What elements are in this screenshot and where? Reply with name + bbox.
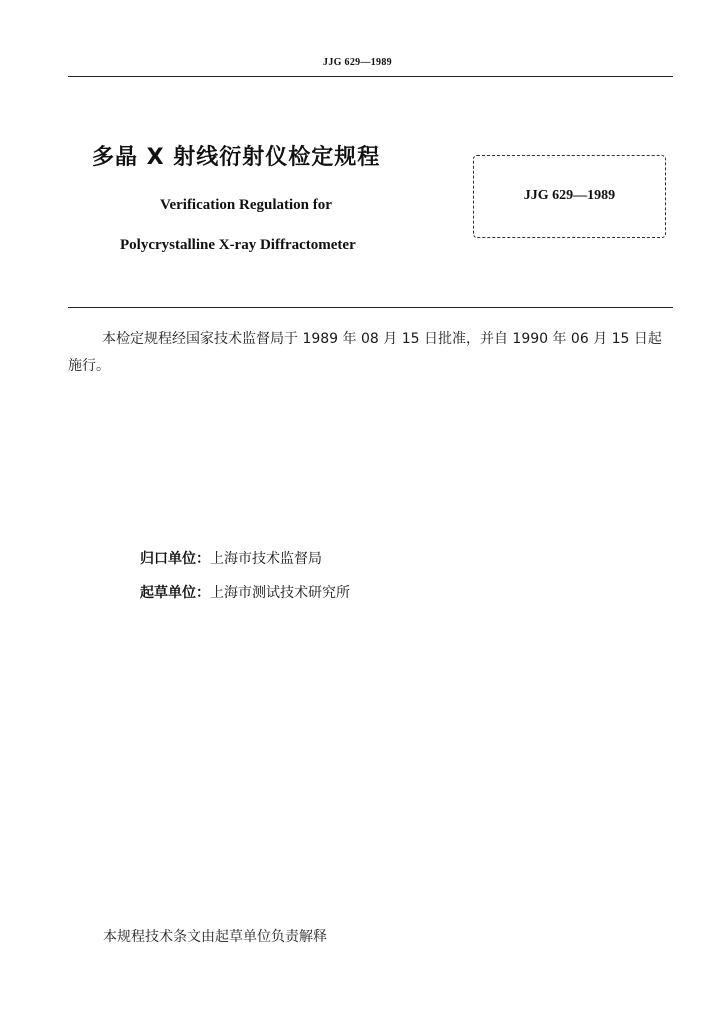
regulation-code: JJG 629—1989 [523, 188, 616, 203]
responsible-unit-label: 归口单位： [140, 551, 210, 567]
responsible-unit-value: 上海市技术监督局 [210, 551, 322, 567]
document-title-chinese: 多晶 X 射线衍射仪检定规程 [92, 145, 381, 170]
approval-statement: 本检定规程经国家技术监督局于 1989 年 08 月 15 日批准，并自 1990 年 06 月 15 日起施行。 [68, 331, 662, 374]
drafting-unit-row [140, 582, 350, 602]
document-title-english-line1: Verification Regulation for [160, 197, 332, 213]
drafting-unit-label: 起草单位： [140, 585, 210, 601]
document-title-english-line2: Polycrystalline X-ray Diffractometer [120, 237, 356, 253]
header-rule [68, 76, 673, 77]
running-header-code: JJG 629—1989 [323, 57, 392, 68]
interpretation-note: 本规程技术条文由起草单位负责解释 [103, 929, 327, 945]
responsible-unit-row [140, 548, 322, 568]
title-rule [68, 307, 673, 308]
drafting-unit-value: 上海市测试技术研究所 [210, 585, 350, 601]
